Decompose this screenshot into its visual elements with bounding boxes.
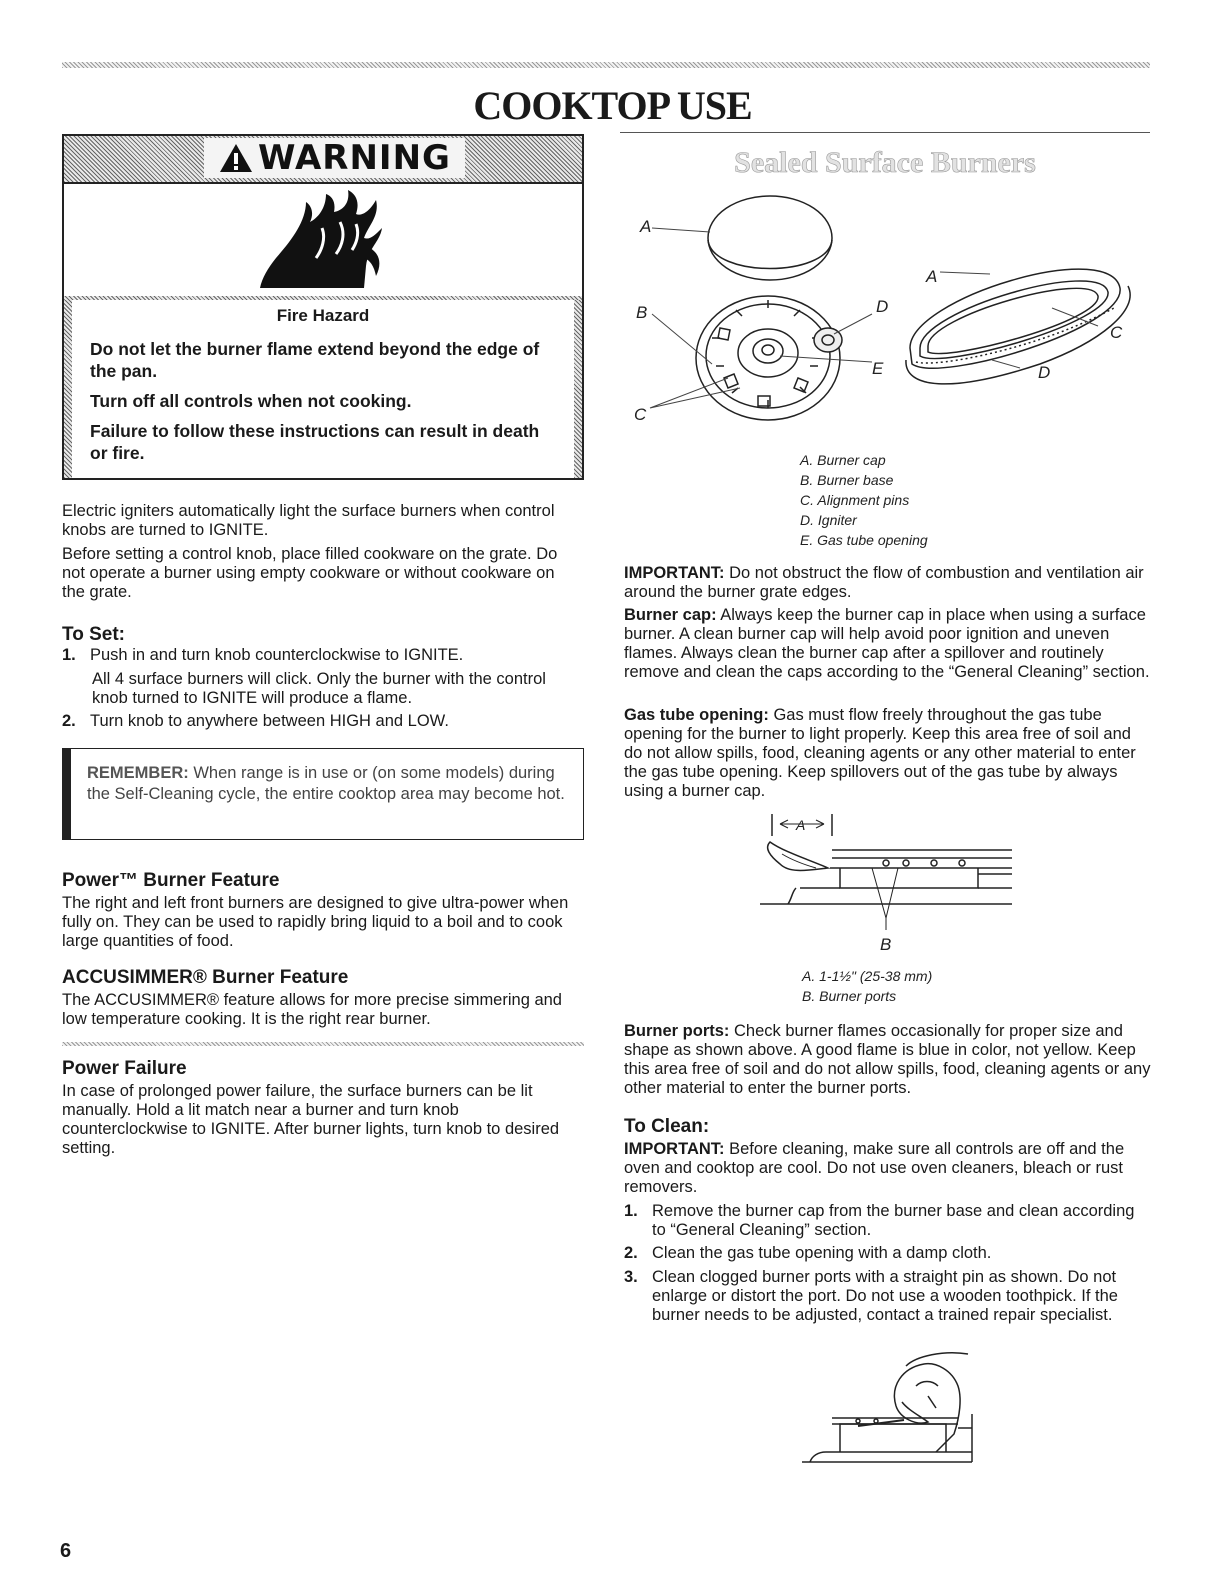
accusimmer-text: The ACCUSIMMER® feature allows for more precise simmering and low temperature cooking. It is the right rear burner. [62,991,562,1028]
oval-burner-drawing [906,269,1130,384]
label-a-oval: A [926,267,938,286]
label-b: B [636,303,648,322]
warning-hazard: Fire Hazard [276,306,370,325]
burner-diagram [620,188,1150,448]
to-set-step-2 [62,712,582,731]
warning-divider [64,296,582,300]
important-1-text: Do not obstruct the flow of combustion and ventilation air around the burner grate edges. [624,564,1144,601]
burner-base-drawing [696,296,842,420]
alert-triangle-icon [218,142,254,174]
remember-label: REMEMBER: [87,764,189,782]
gas-tube-paragraph [624,706,1152,801]
label-c-right: C [1110,323,1123,342]
burner-cap-paragraph [624,606,1152,682]
to-clean-step-1 [624,1202,1152,1240]
cleaning-pin-diagram [796,1346,986,1476]
burner-ports-paragraph [624,1022,1152,1098]
warning-line-3: Failure to follow these instructions can result in death or fire. [90,421,540,463]
label-d-right: D [1038,363,1051,382]
fire-icon [64,188,582,294]
to-set-step-1-text: Push in and turn knob counterclockwise to IGNITE. [90,646,464,664]
page-title: COOKTOP USE [473,83,752,128]
to-set-step-1-note: All 4 surface burners will click. Only the burner with the control knob turned to IGNITE will produce a flame. [92,670,546,707]
label-d-left: D [876,297,889,316]
important-1-label: IMPORTANT: [624,564,725,582]
to-clean-step-3 [624,1268,1152,1325]
legend-item: A. Burner cap [800,452,886,468]
legend-item: D. Igniter [800,512,857,528]
to-clean-step-2-text: Clean the gas tube opening with a damp cloth. [652,1244,992,1262]
burner-legend [800,450,928,550]
accusimmer-heading: ACCUSIMMER® Burner Feature [62,967,349,988]
remember-body: When range is in use or (on some models) during the Self-Cleaning cycle, the entire cooktop area may become hot. [87,764,565,803]
to-clean-important-text: Before cleaning, make sure all controls are off and the oven and cooktop are cool. Do not use oven cleaners, bleach or rust removers. [624,1140,1125,1196]
to-set-step-1 [62,646,582,665]
flame-diagram [740,812,1030,962]
power-burner-text: The right and left front burners are designed to give ultra-power when fully on. They can be used to rapidly bring liquid to a boil and to cook large quantities of food. [62,894,569,950]
remember-text [87,763,567,805]
to-clean-step-3-text: Clean clogged burner ports with a straight pin as shown. Do not enlarge or distort the port. Do not use a wooden toothpick. If the burner needs to be adjusted, contact a trained repair specialist. [652,1268,1118,1324]
warning-header-text: WARNING [258,138,451,178]
to-clean-important-label: IMPORTANT: [624,1140,725,1158]
legend-item: B. Burner base [800,472,894,488]
to-set-heading: To Set: [62,624,125,645]
legend-item: A. 1-1½" (25-38 mm) [802,968,933,984]
to-clean-important [624,1140,1152,1197]
legend-item: E. Gas tube opening [800,532,928,548]
top-rule [62,62,1150,68]
warning-line-2: Turn off all controls when not cooking. [90,391,412,411]
page-number: 6 [60,1540,72,1562]
power-burner-heading: Power™ Burner Feature [62,870,280,891]
important-1 [624,564,1152,602]
to-clean-heading: To Clean: [624,1116,710,1137]
warning-line-1: Do not let the burner flame extend beyond the edge of the pan. [90,339,540,381]
legend-item: B. Burner ports [802,988,897,1004]
burner-cap-text: Always keep the burner cap in place when using a surface burner. A clean burner cap will help avoid poor ignition and uneven flames. Always clean the burner cap after a spillover and routinely remove and clean the caps according to the “General Cleaning” section. [624,606,1150,681]
label-b-ports: B [880,935,892,954]
section-rule [620,132,1150,133]
flame-legend [802,966,932,1006]
legend-item: C. Alignment pins [800,492,910,508]
burner-ports-label: Burner ports: [624,1022,730,1040]
intro-paragraph-2: Before setting a control knob, place filled cookware on the grate. Do not operate a burner using empty cookware or without cookware on the grate. [62,545,558,601]
warning-header [64,136,582,184]
label-a-cap: A [640,217,652,236]
to-set-step-2-num: 2. [62,712,76,730]
gas-tube-text: Gas must flow freely throughout the gas tube opening for the burner to light properly. Keep this area free of soil and do not allow spills, food, cleaning agents or any other material to enter the gas tube opening. Keep spillovers out of the gas tube by always using a burner cap. [624,706,1136,800]
burner-ports-text: Check burner flames occasionally for proper size and shape as shown above. A good flame is blue in color, not yellow. Keep this area free of soil and do not allow spills, food, cleaning agents or any other material to enter the burner ports. [624,1022,1151,1097]
to-clean-step-1-num: 1. [624,1202,638,1220]
burner-cap-drawing [708,196,832,280]
section-title: Sealed Surface Burners [734,146,1036,179]
to-set-step-1-num: 1. [62,646,76,664]
label-a-flame: A [796,817,806,833]
warning-content [64,306,582,464]
intro-paragraph-1: Electric igniters automatically light the surface burners when control knobs are turned to IGNITE. [62,502,555,539]
burner-cap-label: Burner cap: [624,606,717,624]
warning-box [62,134,584,480]
label-e: E [872,359,884,378]
to-clean-step-2-num: 2. [624,1244,638,1262]
remember-box [62,748,584,840]
label-c-left: C [634,405,647,424]
to-set-step-2-text: Turn knob to anywhere between HIGH and LOW. [90,712,449,730]
to-clean-step-2 [624,1244,1152,1263]
to-clean-step-1-text: Remove the burner cap from the burner base and clean according to “General Cleaning” section. [652,1202,1135,1239]
power-failure-heading: Power Failure [62,1058,187,1079]
power-failure-text: In case of prolonged power failure, the surface burners can be lit manually. Hold a lit match near a burner and turn knob counterclockwise to IGNITE. After burner lights, turn knob to desired setting. [62,1082,560,1157]
to-clean-step-3-num: 3. [624,1268,638,1286]
gas-tube-label: Gas tube opening: [624,706,769,724]
power-failure-rule [62,1042,584,1046]
